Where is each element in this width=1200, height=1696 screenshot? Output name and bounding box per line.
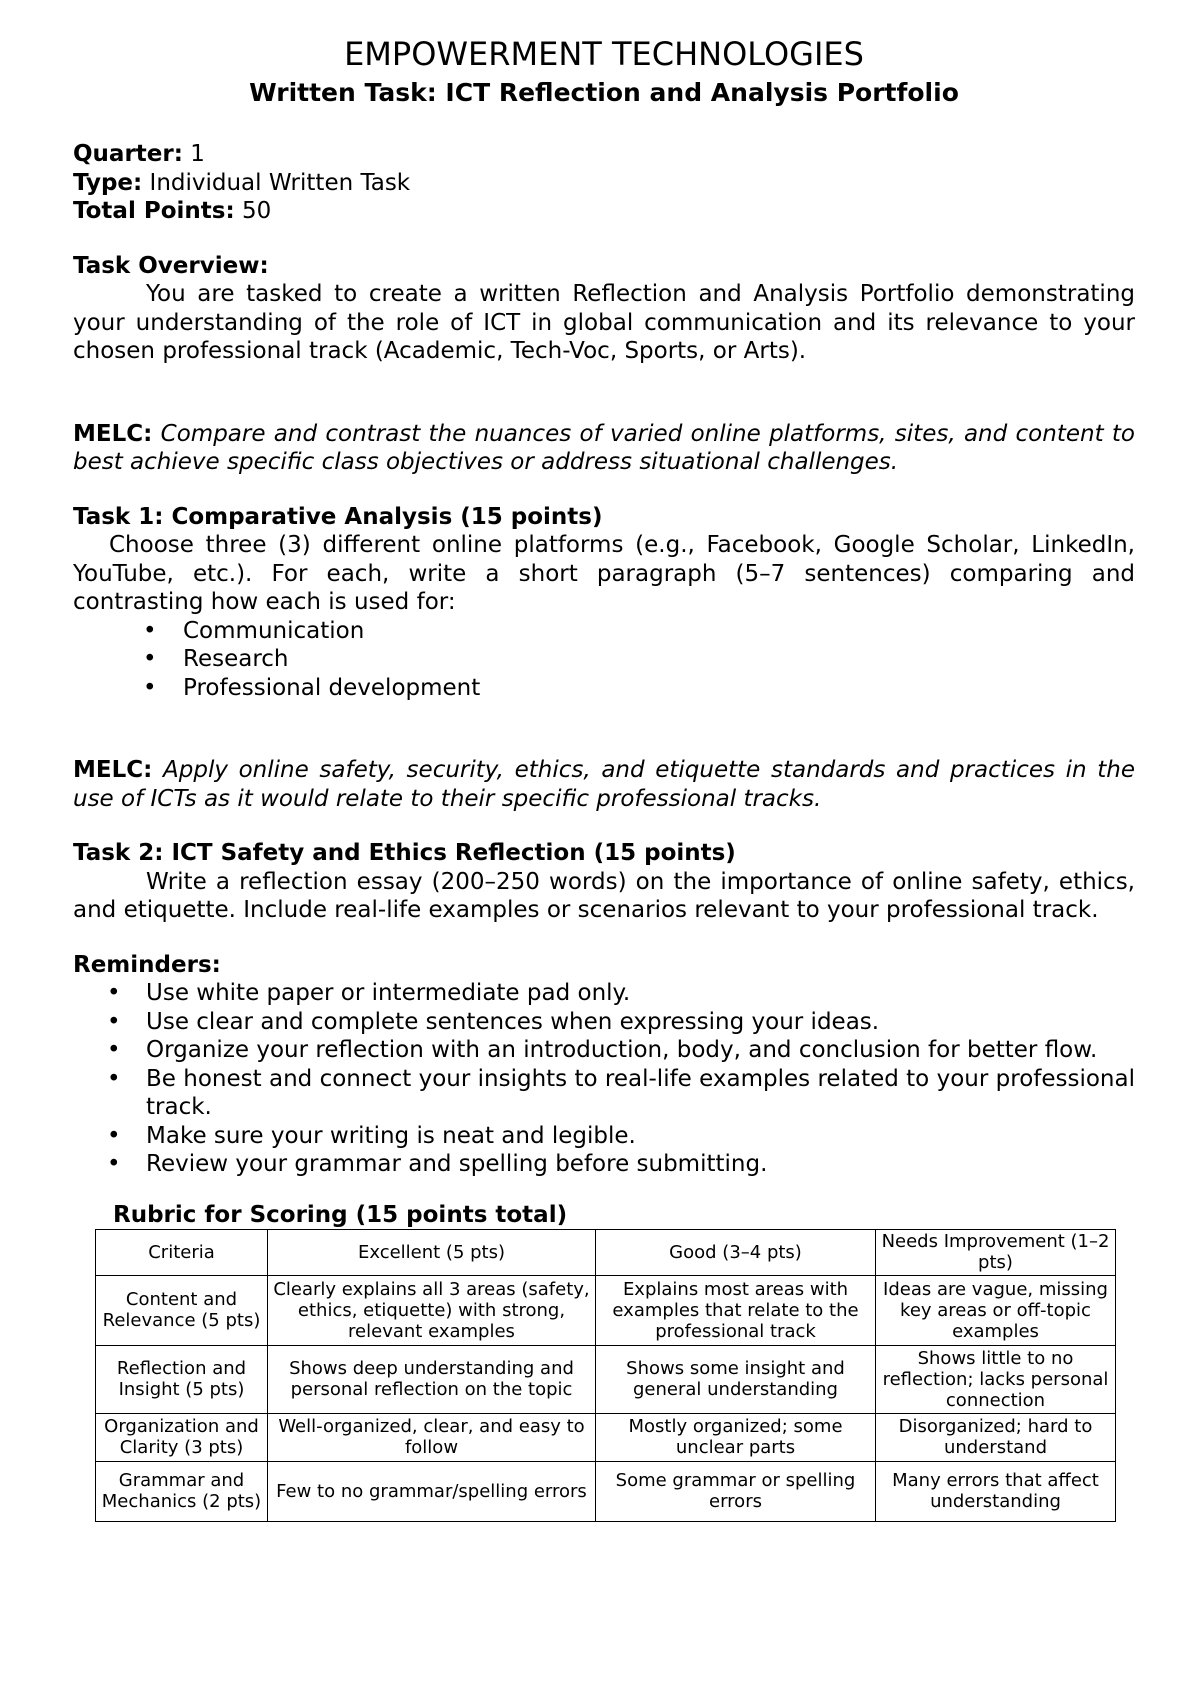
table-cell: Clearly explains all 3 areas (safety, ethics, etiquette) with strong, relevant examples (268, 1275, 596, 1345)
table-cell: Organization and Clarity (3 pts) (96, 1413, 268, 1461)
task-1-list (73, 617, 1135, 703)
list-item: • Professional development (73, 674, 1135, 703)
table-row (96, 1461, 1116, 1521)
table-cell: Reflection and Insight (5 pts) (96, 1345, 268, 1413)
list-item: • Organize your reflection with an introduction, body, and conclusion for better flow. (73, 1036, 1135, 1065)
overview-heading: Task Overview: (73, 252, 269, 279)
table-row (96, 1275, 1116, 1345)
table-cell: Ideas are vague, missing key areas or off-topic examples (876, 1275, 1116, 1345)
table-cell: Well-organized, clear, and easy to follow (268, 1413, 596, 1461)
table-row (96, 1345, 1116, 1413)
quarter-line (73, 140, 1135, 169)
rubric-title: Rubric for Scoring (15 points total) (113, 1201, 568, 1228)
table-cell: Many errors that affect understanding (876, 1461, 1116, 1521)
list-item: • Research (73, 645, 1135, 674)
table-row (96, 1413, 1116, 1461)
header-cell-criteria: Criteria (96, 1229, 268, 1275)
overview-text: You are tasked to create a written Reflection and Analysis Portfolio demonstrating your understanding of the role of ICT in global communication and its relevance to your chosen professional track (Academic, Tech-Voc, Sports, or Arts). (73, 281, 1135, 364)
header-cell-good: Good (3–4 pts) (596, 1229, 876, 1275)
reminders-heading: Reminders: (73, 951, 221, 978)
quarter-label: Quarter: (73, 141, 183, 167)
melc-1-label: MELC: (73, 420, 153, 447)
type-value: Individual Written Task (142, 169, 411, 196)
table-cell: Explains most areas with examples that relate to the professional track (596, 1275, 876, 1345)
rubric-table (95, 1229, 1116, 1522)
document-content (73, 32, 1135, 1522)
reminders-list (73, 979, 1135, 1179)
task-2-text: Write a reflection essay (200–250 words) on the importance of online safety, ethics, and etiquette. Include real-life examples or scenarios relevant to your professional track. (73, 868, 1135, 923)
melc-1-text: Compare and contrast the nuances of varied online platforms, sites, and content to best achieve specific class objectives or address situational challenges. (73, 420, 1135, 475)
document-subtitle: Written Task: ICT Reflection and Analysis Portfolio (249, 78, 959, 107)
table-cell: Shows deep understanding and personal reflection on the topic (268, 1345, 596, 1413)
task-1-text: Choose three (3) different online platforms (e.g., Facebook, Google Scholar, LinkedIn, YouTube, etc.). For each, write a short paragraph (5–7 sentences) comparing and contrasting how each is used for: (73, 532, 1135, 615)
melc-2-text: Apply online safety, security, ethics, and etiquette standards and practices in the use of ICTs as it would relate to their specific professional tracks. (73, 757, 1135, 812)
type-line (73, 169, 1135, 198)
table-cell: Shows some insight and general understanding (596, 1345, 876, 1413)
table-cell: Grammar and Mechanics (2 pts) (96, 1461, 268, 1521)
type-label: Type: (73, 169, 143, 196)
total-points-label: Total Points: (73, 198, 235, 224)
melc-1 (73, 420, 1135, 477)
list-item: • Communication (73, 617, 1135, 646)
task-1-heading: Task 1: Comparative Analysis (15 points) (73, 503, 603, 530)
table-cell: Mostly organized; some unclear parts (596, 1413, 876, 1461)
list-item: • Be honest and connect your insights to real-life examples related to your professional track. (73, 1065, 1135, 1122)
list-item: • Make sure your writing is neat and legible. (73, 1122, 1135, 1151)
list-item: • Use white paper or intermediate pad only. (73, 979, 1135, 1008)
list-item: • Review your grammar and spelling before submitting. (73, 1150, 1135, 1179)
task-2-heading: Task 2: ICT Safety and Ethics Reflection (15 points) (73, 840, 736, 866)
quarter-value: 1 (182, 141, 205, 167)
table-cell: Content and Relevance (5 pts) (96, 1275, 268, 1345)
table-cell: Shows little to no reflection; lacks personal connection (876, 1345, 1116, 1413)
header-cell-needs-improvement: Needs Improvement (1–2 pts) (876, 1229, 1116, 1275)
table-header-row (96, 1229, 1116, 1275)
total-points-line (73, 197, 1135, 226)
total-points-value: 50 (234, 198, 272, 224)
table-cell: Few to no grammar/spelling errors (268, 1461, 596, 1521)
melc-2 (73, 756, 1135, 813)
melc-2-label: MELC: (73, 757, 153, 783)
header-cell-excellent: Excellent (5 pts) (268, 1229, 596, 1275)
table-cell: Some grammar or spelling errors (596, 1461, 876, 1521)
list-item: • Use clear and complete sentences when expressing your ideas. (73, 1008, 1135, 1037)
table-cell: Disorganized; hard to understand (876, 1413, 1116, 1461)
document-title: EMPOWERMENT TECHNOLOGIES (344, 35, 864, 73)
